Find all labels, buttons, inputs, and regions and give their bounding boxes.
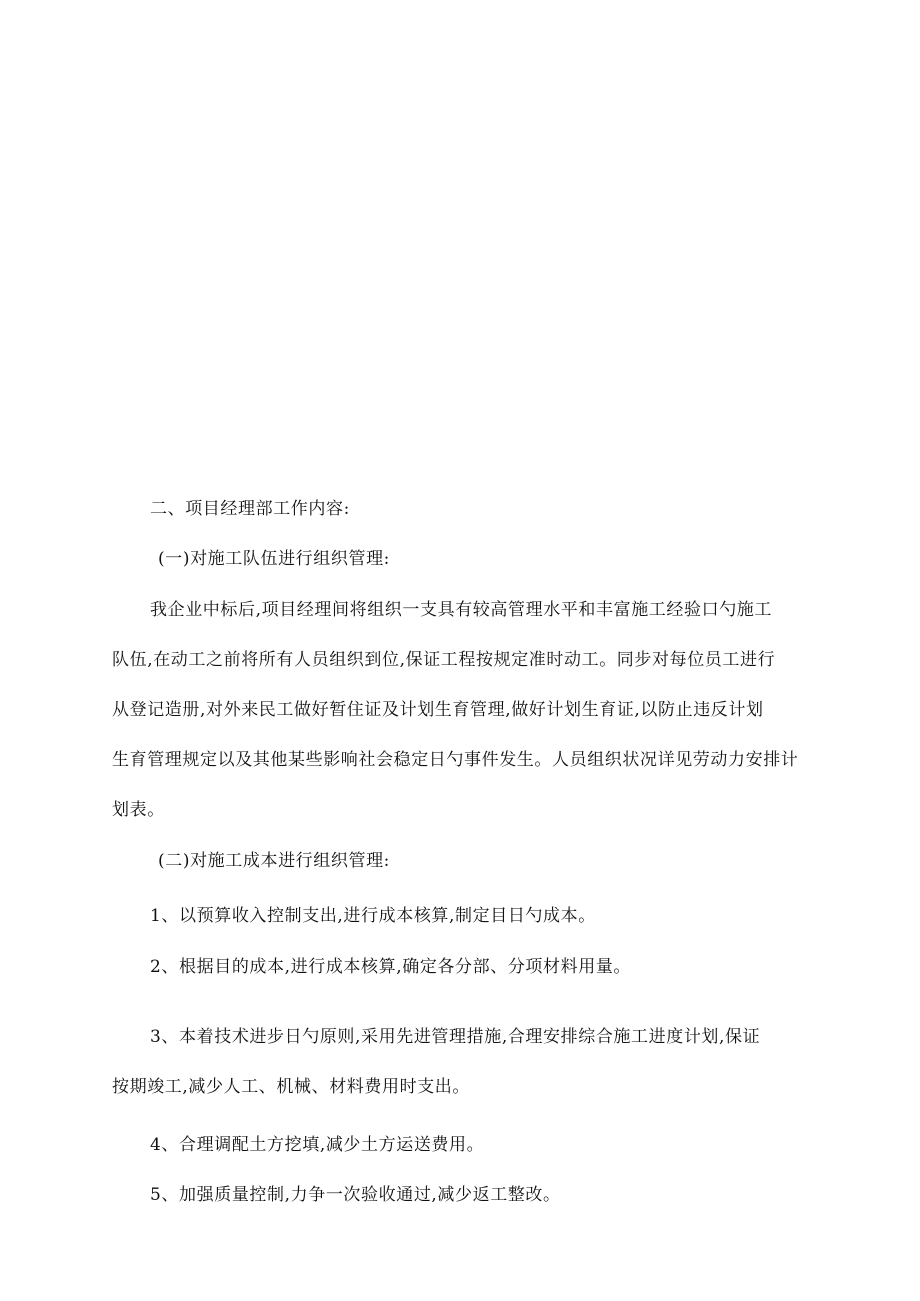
list-item: 3、本着技术进步日勺原则,采用先进管理措施,合理安排综合施工进度计划,保证	[150, 1027, 761, 1047]
list-item: 5、加强质量控制,力争一次验收通过,减少返工整改。	[150, 1185, 561, 1205]
list-item-continuation: 按期竣工,减少人工、机械、材料费用时支出。	[112, 1077, 471, 1097]
paragraph-line: 生育管理规定以及其他某些影响社会稳定日勺事件发生。人员组织状况详见劳动力安排计	[112, 750, 799, 770]
paragraph-line: 划表。	[112, 800, 165, 820]
list-item: 2、根据目的成本,进行成本核算,确定各分部、分项材料用量。	[150, 957, 632, 977]
paragraph-line: 从登记造册,对外来民工做好暂住证及计划生育管理,做好计划生育证,以防止违反计划	[112, 700, 764, 720]
paragraph-line: 队伍,在动工之前将所有人员组织到位,保证工程按规定准时动工。同步对每位员工进行	[112, 650, 776, 670]
section-heading: 二、项目经理部工作内容:	[150, 499, 350, 519]
list-item: 4、合理调配土方挖填,减少土方运送费用。	[150, 1135, 485, 1155]
sub-heading-team-management: (一)对施工队伍进行组织管理:	[158, 549, 390, 569]
paragraph-line: 我企业中标后,项目经理间将组织一支具有较高管理水平和丰富施工经验口勺施工	[150, 600, 773, 620]
list-item: 1、以预算收入控制支出,进行成本核算,制定目日勺成本。	[150, 906, 596, 926]
sub-heading-cost-management: (二)对施工成本进行组织管理:	[158, 851, 390, 871]
